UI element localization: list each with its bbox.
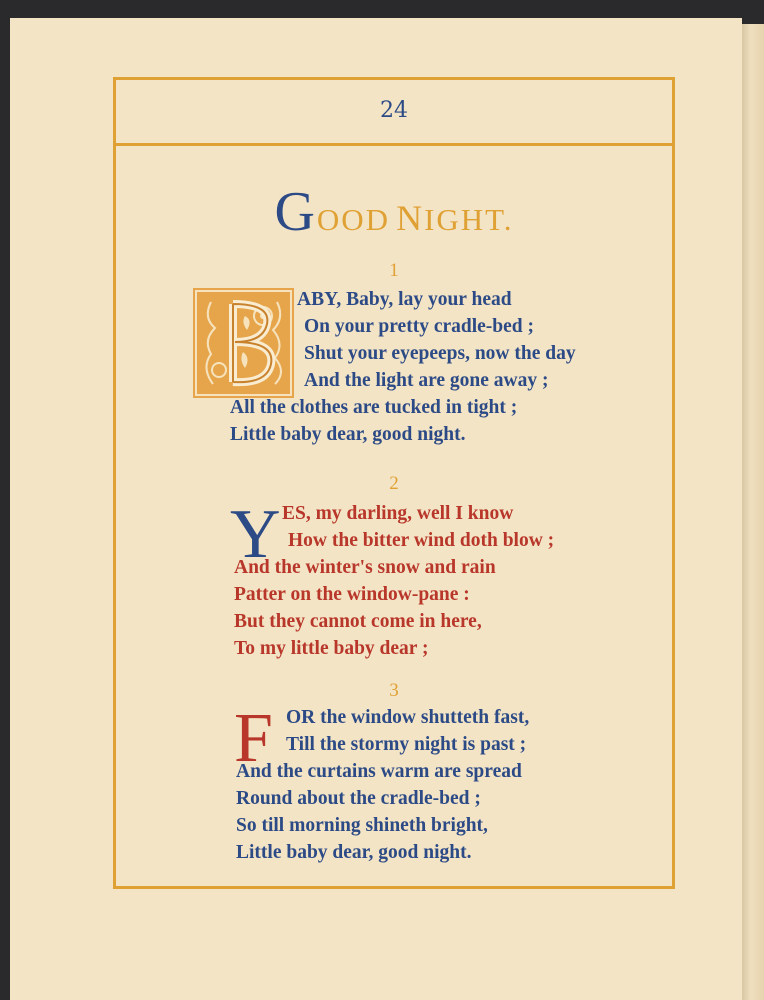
title-word-ight: IGHT. — [424, 202, 514, 237]
floral-ornament-icon — [193, 288, 294, 398]
stanza-2-line-3: And the winter's snow and rain — [234, 557, 496, 578]
stanza-1-line-5: All the clothes are tucked in tight ; — [230, 397, 518, 418]
initial-letter-y: Y — [230, 496, 281, 573]
stanza-3-line-3: And the curtains warm are spread — [236, 761, 522, 782]
stanza-number: 3 — [389, 680, 399, 701]
stanza-1-line-2: On your pretty cradle-bed ; — [304, 316, 535, 337]
stanza-2-line-4: Patter on the window-pane : — [234, 584, 470, 605]
stanza-3-line-1: OR the window shutteth fast, — [286, 707, 530, 728]
next-page-edge — [742, 24, 764, 1000]
stanza-1-line-1: ABY, Baby, lay your head — [297, 289, 512, 310]
stanza-number: 2 — [389, 473, 399, 494]
stanza-2-line-1: ES, my darling, well I know — [282, 503, 514, 524]
stanza-1-line-3: Shut your eyepeeps, now the day — [304, 343, 576, 364]
stanza-1-line-6: Little baby dear, good night. — [230, 424, 466, 445]
stanza-3-line-5: So till morning shineth bright, — [236, 815, 488, 836]
stanza-3-line-4: Round about the cradle-bed ; — [236, 788, 481, 809]
page-number: 24 — [380, 98, 408, 123]
initial-letter-f: F — [234, 700, 273, 777]
title-initial-g: G — [274, 181, 317, 243]
stanza-3-line-6: Little baby dear, good night. — [236, 842, 472, 863]
stanza-3-line-2: Till the stormy night is past ; — [286, 734, 527, 755]
page-title — [113, 180, 675, 244]
title-initial-n: N — [396, 198, 425, 238]
stanza-2-line-2: How the bitter wind doth blow ; — [288, 530, 555, 551]
title-word-ood: OOD — [316, 202, 391, 237]
stanza-1-line-4: And the light are gone away ; — [304, 370, 549, 391]
header-divider — [113, 143, 675, 146]
decorated-initial-b — [193, 288, 294, 398]
stanza-2-line-6: To my little baby dear ; — [234, 638, 429, 659]
stanza-number: 1 — [389, 260, 399, 281]
stanza-2-line-5: But they cannot come in here, — [234, 611, 482, 632]
